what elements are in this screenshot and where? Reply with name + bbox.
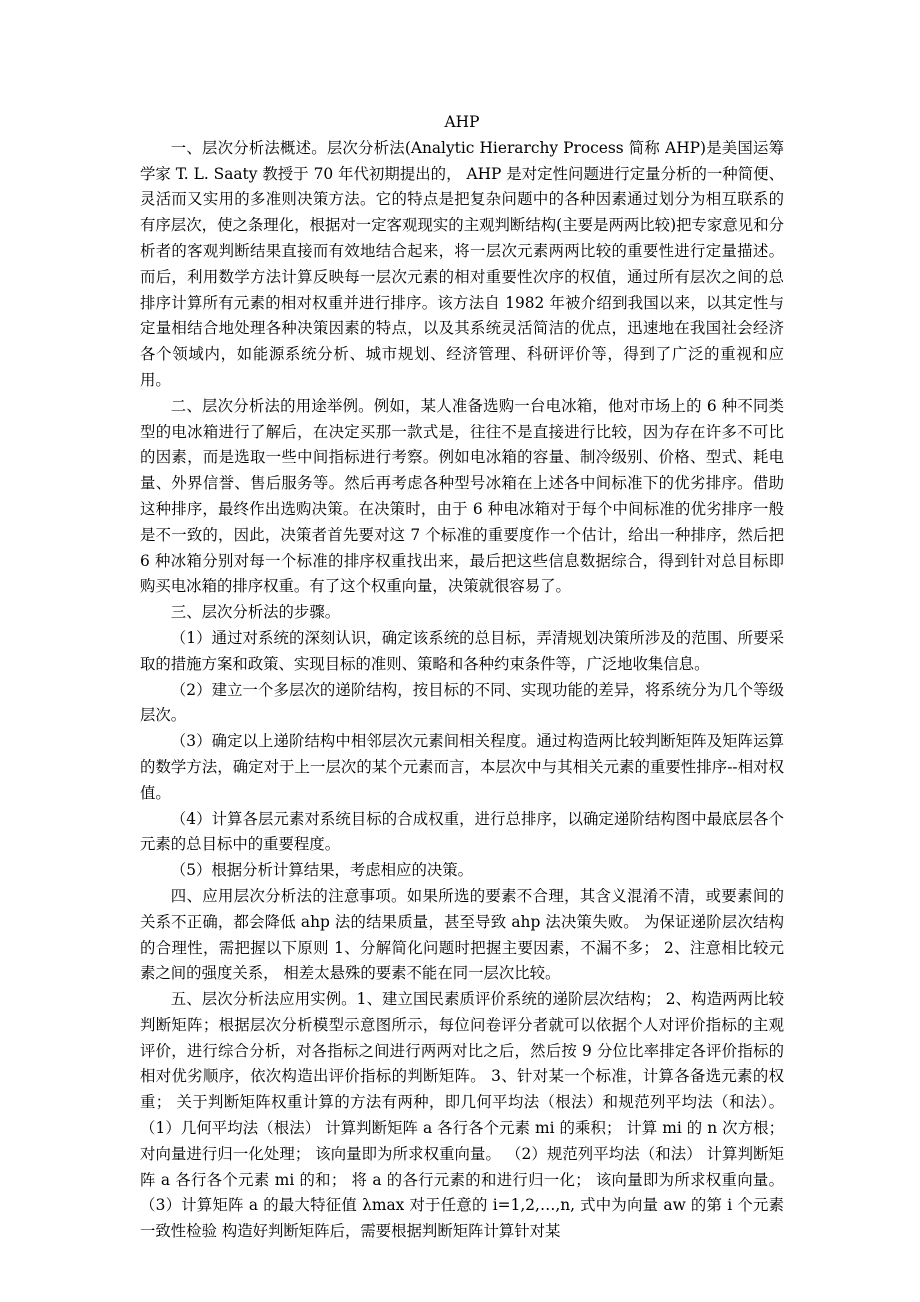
document-title: AHP [444, 113, 480, 131]
paragraph-step-1: （1）通过对系统的深刻认识，确定该系统的总目标，弄清规划决策所涉及的范围、所要采取的措施方案和政策、实现目标的准则、策略和各种约束条件等，广泛地收集信息。 [140, 628, 784, 673]
paragraph-step-3: （3）确定以上递阶结构中相邻层次元素间相关程度。通过构造两比较判断矩阵及矩阵运算的数学方法，确定对于上一层次的某个元素而言，本层次中与其相关元素的重要性排序--相对权值。 [140, 732, 784, 802]
paragraph-step-2: （2）建立一个多层次的递阶结构，按目标的不同、实现功能的差异，将系统分为几个等级层次。 [140, 680, 784, 725]
paragraph-application-example: 五、层次分析法应用实例。1、建立国民素质评价系统的递阶层次结构； 2、构造两两比较判断矩阵；根据层次分析模型示意图所示，每位问卷评分者就可以依据个人对评价指标的主观评价，进行综合分析，对各指标之间进行两两对比之后，然后按 9 分位比率排定各评价指标的相对优劣顺序，依次构造出评价指标的判断矩阵。 3、针对某一个标准，计算各备选元素的权重； 关于判断矩阵权重计算的方法有两种，即几何平均法（根法）和规范列平均法（和法）。 （1）几何平均法（根法） 计算判断矩阵 a 各行各个元素 mi 的乘积； 计算 mi 的 n 次方根； 对向量进行归一化处理； 该向量即为所求权重向量。 （2）规范列平均法（和法） 计算判断矩阵 a 各行各个元素 mi 的和； 将 a 的各行元素的和进行归一化； 该向量即为所求权重向量。 （3）计算矩阵 a 的最大特征值 λmax 对于任意的 i=1,2,…,n, 式中为向量 aw 的第 i 个元素 一致性检验 构造好判断矩阵后，需要根据判断矩阵计算针对某 [140, 990, 784, 1241]
paragraph-step-5: （5）根据分析计算结果，考虑相应的决策。 [170, 861, 474, 880]
paragraph-cautions: 四、应用层次分析法的注意事项。如果所选的要素不合理，其含义混淆不清，或要素间的关系不正确，都会降低 ahp 法的结果质量，甚至导致 ahp 法决策失败。 为保证递阶层次结构的合理性，需把握以下原则 1、分解简化问题时把握主要因素，不漏不多； 2、注意相比较元素之间的强度关系， 相差太悬殊的要素不能在同一层次比较。 [140, 886, 784, 983]
paragraph-steps-heading: 三、层次分析法的步骤。 [170, 603, 341, 622]
paragraph-overview: 一、层次分析法概述。层次分析法(Analytic Hierarchy Process 简称 AHP)是美国运筹学家 T. L. Saaty 教授于 70 年代初期提出的， AHP 是对定性问题进行定量分析的一种简便、灵活而又实用的多准则决策方法。它的特点是把复杂问题中的各种因素通过划分为相互联系的有序层次，使之条理化，根据对一定客观现实的主观判断结构(主要是两两比较)把专家意见和分析者的客观判断结果直接而有效地结合起来，将一层次元素两两比较的重要性进行定量描述。而后，利用数学方法计算反映每一层次元素的相对重要性次序的权值，通过所有层次之间的总排序计算所有元素的相对权重并进行排序。该方法自 1982 年被介绍到我国以来，以其定性与定量相结合地处理各种决策因素的特点，以及其系统灵活简洁的优点，迅速地在我国社会经济各个领域内，如能源系统分析、城市规划、经济管理、科研评价等，得到了广泛的重视和应用。 [140, 138, 784, 389]
paragraph-step-4: （4）计算各层元素对系统目标的合成权重，进行总排序，以确定递阶结构图中最底层各个元素的总目标中的重要程度。 [140, 809, 784, 854]
document-page [140, 110, 784, 1245]
paragraph-usage-example: 二、层次分析法的用途举例。例如，某人准备选购一台电冰箱，他对市场上的 6 种不同类型的电冰箱进行了解后，在决定买那一款式是，往往不是直接进行比较，因为存在许多不可比的因素，而是选取一些中间指标进行考察。例如电冰箱的容量、制冷级别、价格、型式、耗电量、外界信誉、售后服务等。然后再考虑各种型号冰箱在上述各中间标准下的优劣排序。借助这种排序，最终作出选购决策。在决策时，由于 6 种电冰箱对于每个中间标准的优劣排序一般是不一致的，因此，决策者首先要对这 7 个标准的重要度作一个估计，给出一种排序，然后把 6 种冰箱分别对每一个标准的排序权重找出来，最后把这些信息数据综合，得到针对总目标即购买电冰箱的排序权重。有了这个权重向量，决策就很容易了。 [140, 396, 784, 596]
